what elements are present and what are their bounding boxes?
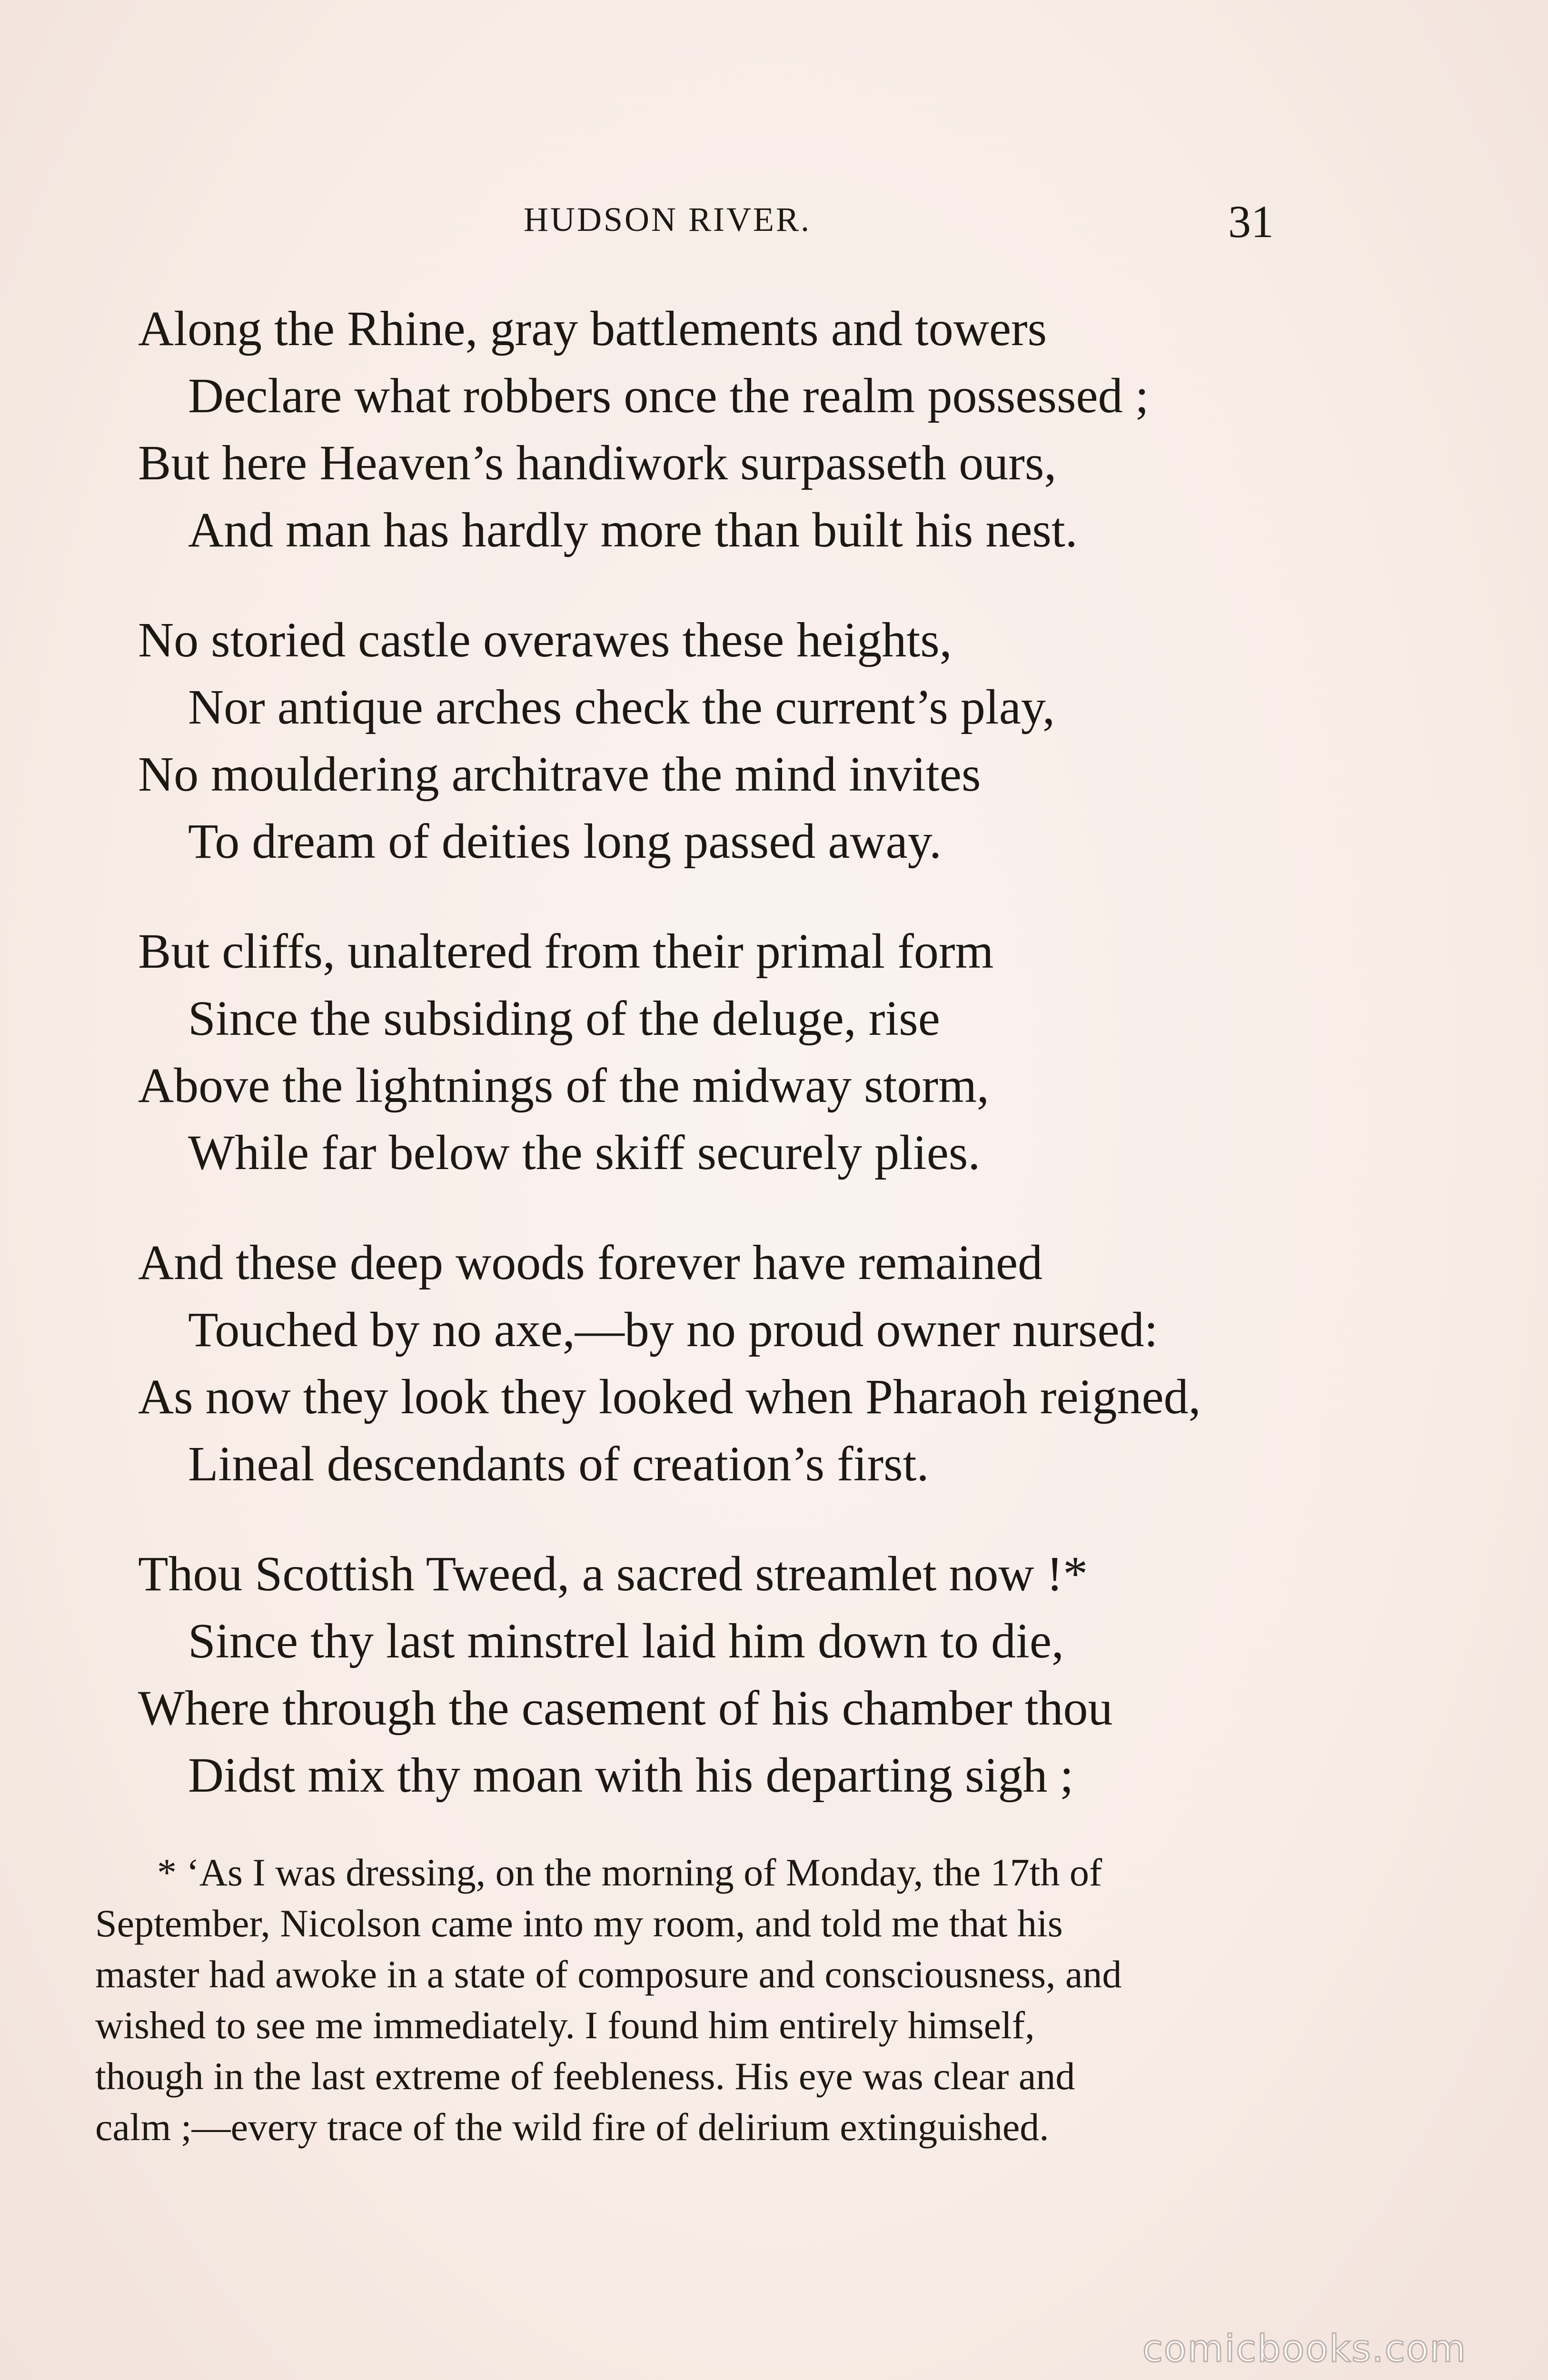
poem-line: Where through the casement of his chamber thou (138, 1681, 1113, 1735)
footnote (95, 1847, 1285, 2152)
stanza-1 (138, 295, 1290, 564)
poem-line: And these deep woods forever have remained (138, 1235, 1043, 1290)
footnote-line: * ‘As I was dressing, on the morning of Monday, the 17th of (157, 1851, 1102, 1894)
poem-line: And man has hardly more than built his nest. (188, 503, 1078, 557)
poem-line: But here Heaven’s handiwork surpasseth ours, (138, 436, 1057, 490)
poem-line: While far below the skiff securely plies. (188, 1125, 981, 1180)
poem-line: Thou Scottish Tweed, a sacred streamlet now !* (138, 1547, 1088, 1601)
stanza-4 (138, 1229, 1290, 1497)
poem (138, 295, 1290, 1852)
poem-line: No mouldering architrave the mind invites (138, 747, 981, 802)
poem-line: Didst mix thy moan with his departing sigh ; (188, 1748, 1074, 1803)
footnote-line: wished to see me immediately. I found him entirely himself, (95, 2003, 1035, 2047)
poem-line: No storied castle overawes these heights, (138, 613, 952, 667)
poem-line: Since thy last minstrel laid him down to die, (188, 1614, 1064, 1668)
poem-line: Since the subsiding of the deluge, rise (188, 991, 940, 1046)
footnote-line: September, Nicolson came into my room, and told me that his (95, 1902, 1063, 1945)
footnote-line: calm ;—every trace of the wild fire of delirium extinguished. (95, 2105, 1049, 2149)
page-number: 31 (1228, 196, 1274, 247)
poem-line: Along the Rhine, gray battlements and towers (138, 301, 1047, 356)
footnote-line: though in the last extreme of feebleness. His eye was clear and (95, 2054, 1075, 2098)
stanza-2 (138, 606, 1290, 875)
page-header (0, 196, 1548, 248)
poem-line: Lineal descendants of creation’s first. (188, 1437, 929, 1491)
poem-line: Above the lightnings of the midway storm, (138, 1058, 990, 1113)
poem-line: As now they look they looked when Pharaoh reigned, (138, 1369, 1201, 1424)
footnote-line: master had awoke in a state of composure and consciousness, and (95, 1953, 1122, 1996)
poem-line: Declare what robbers once the realm possessed ; (188, 368, 1149, 423)
running-title: HUDSON RIVER. (524, 200, 812, 238)
poem-line: Touched by no axe,—by no proud owner nursed: (188, 1302, 1158, 1357)
stanza-3 (138, 918, 1290, 1186)
poem-line: Nor antique arches check the current’s play, (188, 680, 1055, 734)
stanza-5 (138, 1540, 1290, 1809)
poem-line: To dream of deities long passed away. (188, 814, 942, 869)
poem-line: But cliffs, unaltered from their primal form (138, 924, 994, 979)
watermark: comicbooks.com (1142, 2328, 1467, 2370)
